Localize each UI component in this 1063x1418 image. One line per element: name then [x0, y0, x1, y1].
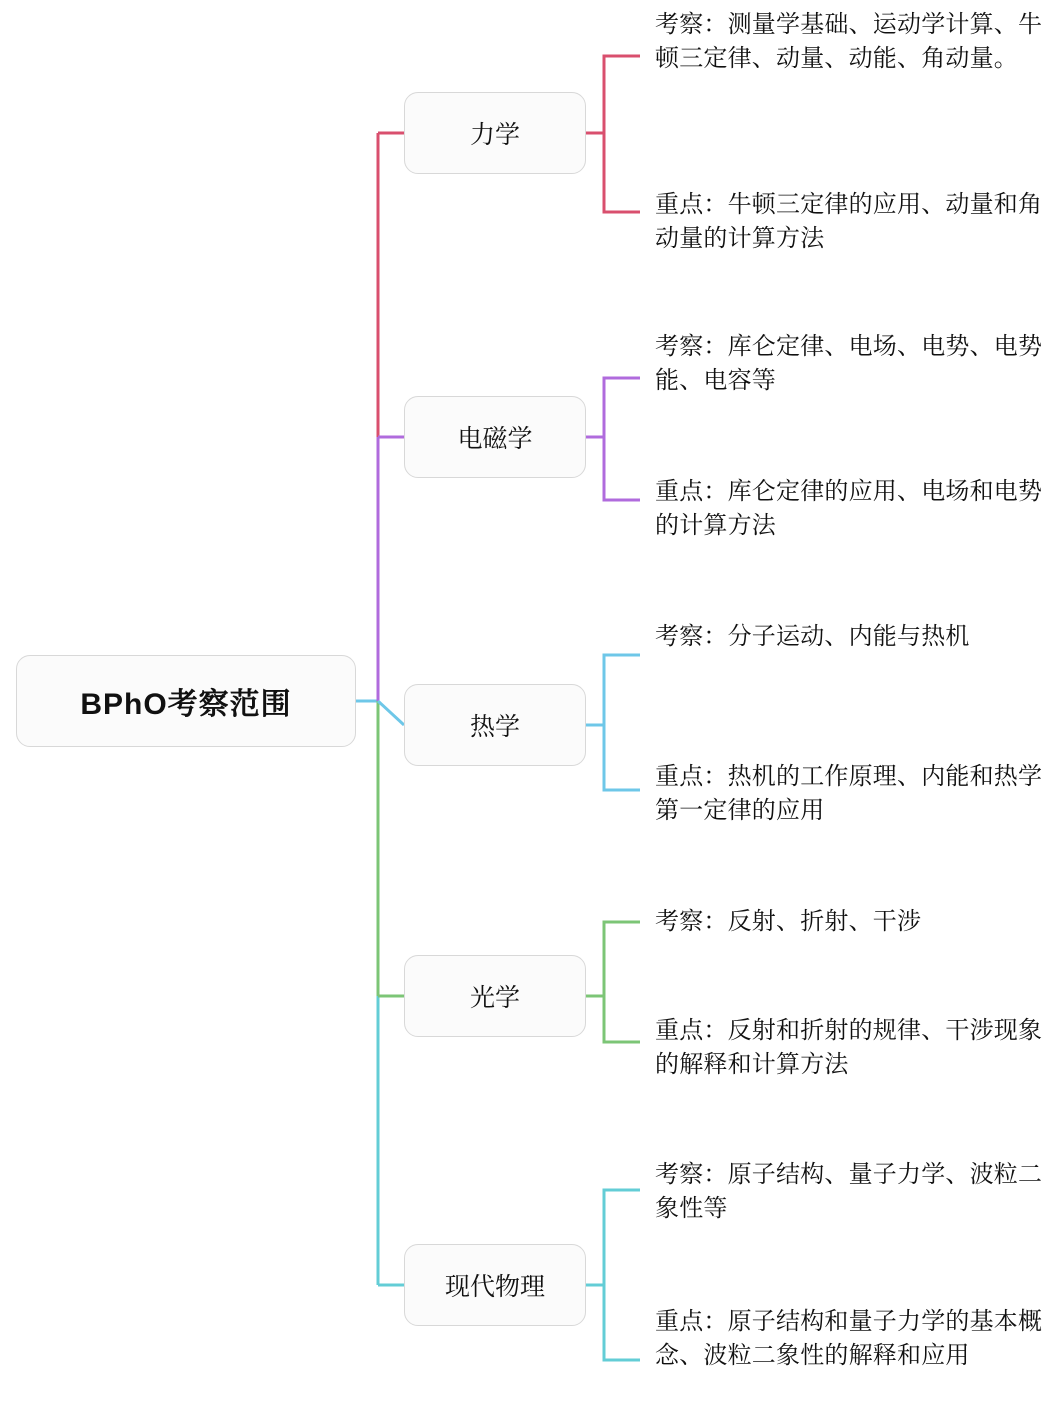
- branch-node-modern-physics[interactable]: [404, 1244, 586, 1326]
- leaf-electromagnetism-scope: 考察：库仑定律、电场、电势、电势能、电容等: [655, 333, 1043, 395]
- branch-node-thermodynamics[interactable]: [404, 684, 586, 766]
- leaf-modern-physics-scope: 考察：原子结构、量子力学、波粒二象性等: [655, 1161, 1043, 1223]
- root-node[interactable]: [16, 655, 356, 747]
- branch-node-label: 热学: [469, 713, 520, 741]
- leaf-mechanics-scope: 考察：测量学基础、运动学计算、牛顿三定律、动量、动能、角动量。: [655, 11, 1043, 73]
- root-node-label: BPhO考察范围: [80, 688, 292, 721]
- branch-node-label: 电磁学: [457, 425, 533, 453]
- branch-node-mechanics[interactable]: [404, 92, 586, 174]
- branch-node-label: 光学: [469, 984, 520, 1012]
- branch-node-label: 力学: [469, 121, 520, 149]
- leaf-modern-physics-focus: 重点：原子结构和量子力学的基本概念、波粒二象性的解释和应用: [655, 1308, 1043, 1370]
- leaf-mechanics-focus: 重点：牛顿三定律的应用、动量和角动量的计算方法: [655, 191, 1043, 253]
- leaf-optics-focus: 重点：反射和折射的规律、干涉现象的解释和计算方法: [655, 1017, 1043, 1079]
- leaf-optics-scope: 考察：反射、折射、干涉: [655, 908, 922, 935]
- leaf-thermodynamics-focus: 重点：热机的工作原理、内能和热学第一定律的应用: [655, 763, 1043, 825]
- branch-node-optics[interactable]: [404, 955, 586, 1037]
- leaf-electromagnetism-focus: 重点：库仑定律的应用、电场和电势的计算方法: [655, 478, 1043, 540]
- leaf-thermodynamics-scope: 考察：分子运动、内能与热机: [655, 623, 970, 650]
- branch-node-electromagnetism[interactable]: [404, 396, 586, 478]
- branch-node-label: 现代物理: [444, 1273, 545, 1301]
